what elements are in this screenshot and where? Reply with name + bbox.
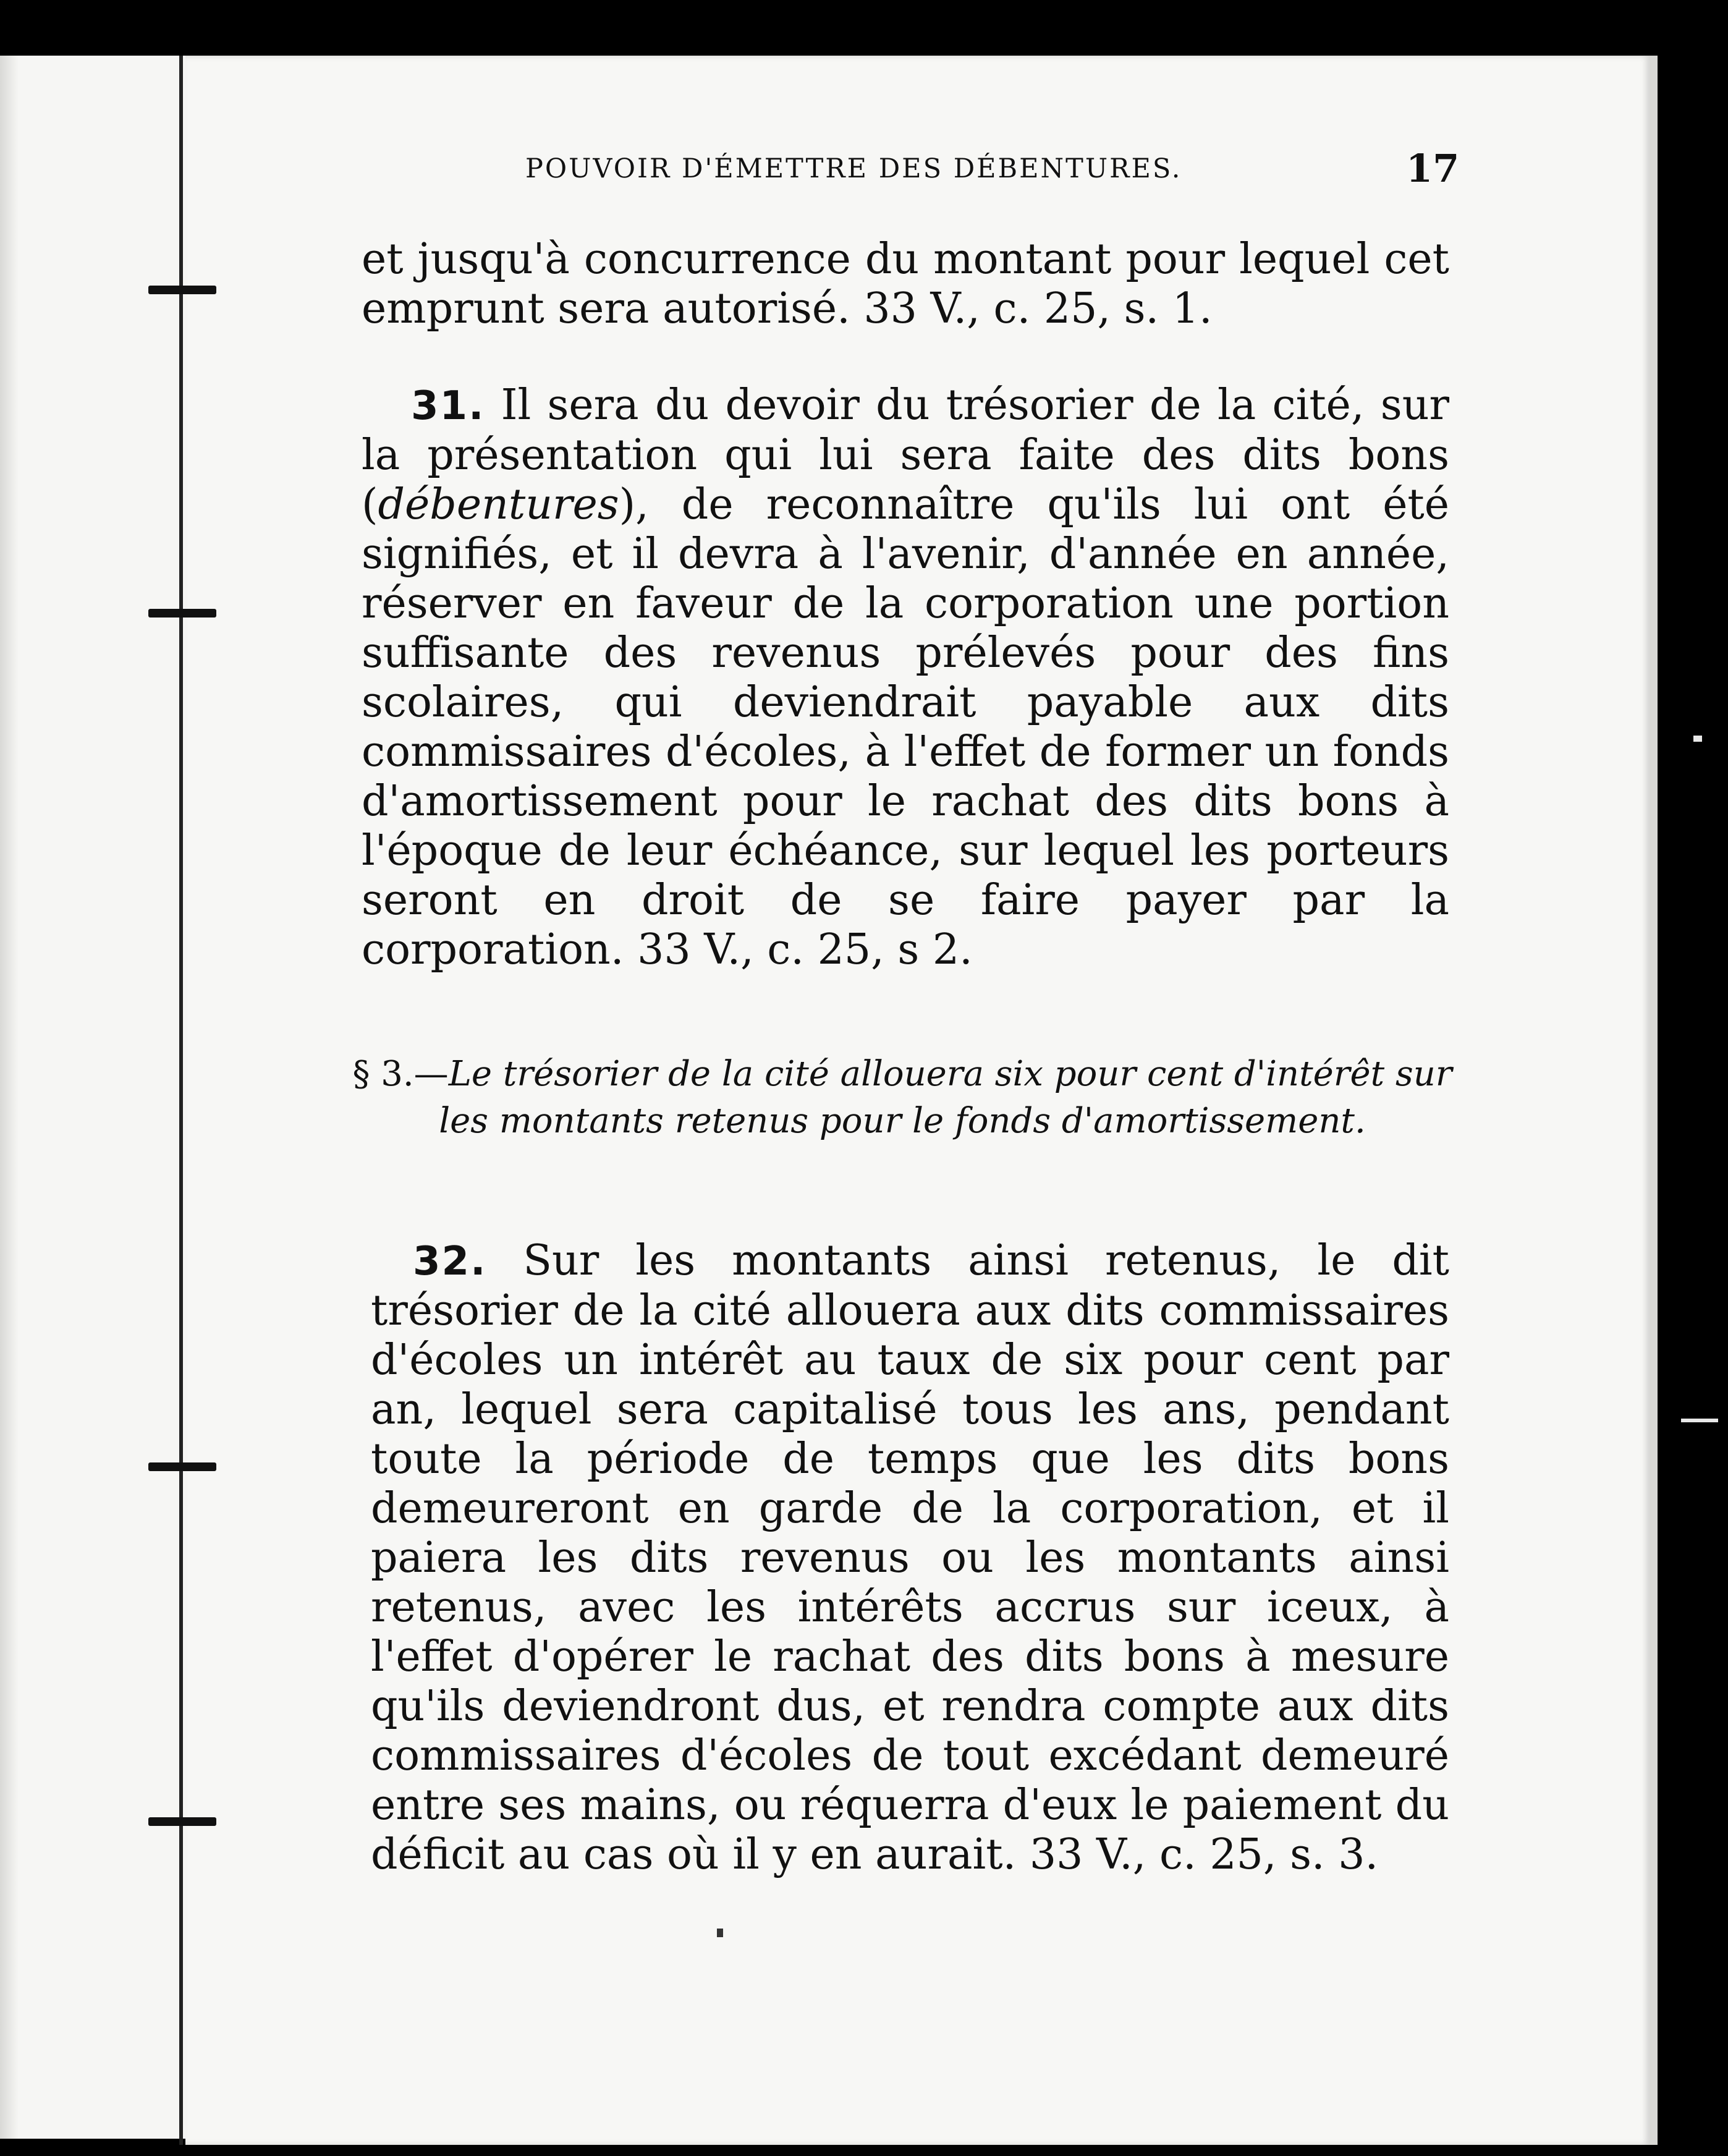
section-reference: § 3.— xyxy=(352,1054,449,1094)
article-text: Sur les montants ainsi retenus, le dit trésorier de la cité allouera aux dits commissaires d'écoles un intérêt au taux de six pour cent par an, lequel sera capitalisé tous les ans, pendant toute la période de temps que les dits bons demeureront en garde de la corporation, et il paiera les dits revenus ou les montants ainsi retenus, avec les intérêts accrus sur iceux, à l'effet d'opérer le rachat des dits bons à mesure qu'ils deviendront dus, et rendra compte aux dits commissaires d'écoles de tout excédant demeuré entre ses mains, ou réquerra d'eux le paiement du déficit au cas où il y en aurait. 33 V., c. 25, s. 3. xyxy=(371,1236,1449,1879)
marginal-note xyxy=(352,1051,1452,1145)
continuation-paragraph: et jusqu'à concurrence du montant pour lequel cet emprunt sera autorisé. 33 V., c. 25, s. 1. xyxy=(362,235,1449,333)
paper-speck xyxy=(1693,736,1702,742)
paper-speck xyxy=(717,1929,723,1937)
article-text: ), de reconnaître qu'ils lui ont été signifiés, et il devra à l'avenir, d'année en année, réserver en faveur de la corporation une portion suffisante des revenus prélevés pour des fins scolaires, qui deviendrait payable aux dits commissaires d'écoles, à l'effet de former un fonds d'amortissement pour le rachat des dits bons à l'époque de leur échéance, sur lequel les porteurs seront en droit de se faire payer par la corporation. 33 V., c. 25, s 2. xyxy=(362,480,1449,974)
binding-stitch xyxy=(148,286,216,294)
binding-stitch xyxy=(148,1462,216,1471)
article-32-paragraph xyxy=(371,1236,1449,1880)
paper-speck xyxy=(1681,1419,1718,1422)
binding-thread xyxy=(179,56,183,2145)
article-31-paragraph xyxy=(362,381,1449,975)
marginal-note-text: Le trésorier de la cité allouera six pour cent d'intérêt sur les montants retenus pour le fonds d'amortissement. xyxy=(439,1054,1452,1141)
article-number: 31. xyxy=(411,383,485,429)
article-number: 32. xyxy=(413,1239,487,1284)
running-title: POUVOIR D'ÉMETTRE DES DÉBENTURES. xyxy=(525,153,1182,184)
article-text: Il sera du devoir du trésorier de la cité, sur la présentation qui lui sera faite des dits bons ( xyxy=(362,381,1449,529)
italic-term: débentures xyxy=(378,480,619,529)
left-page-edge xyxy=(0,56,19,2139)
binding-stitch xyxy=(148,609,216,618)
left-page-sliver xyxy=(0,56,185,2139)
binding-stitch xyxy=(148,1817,216,1826)
page-number: 17 xyxy=(1406,146,1460,191)
page-header xyxy=(525,146,1460,203)
